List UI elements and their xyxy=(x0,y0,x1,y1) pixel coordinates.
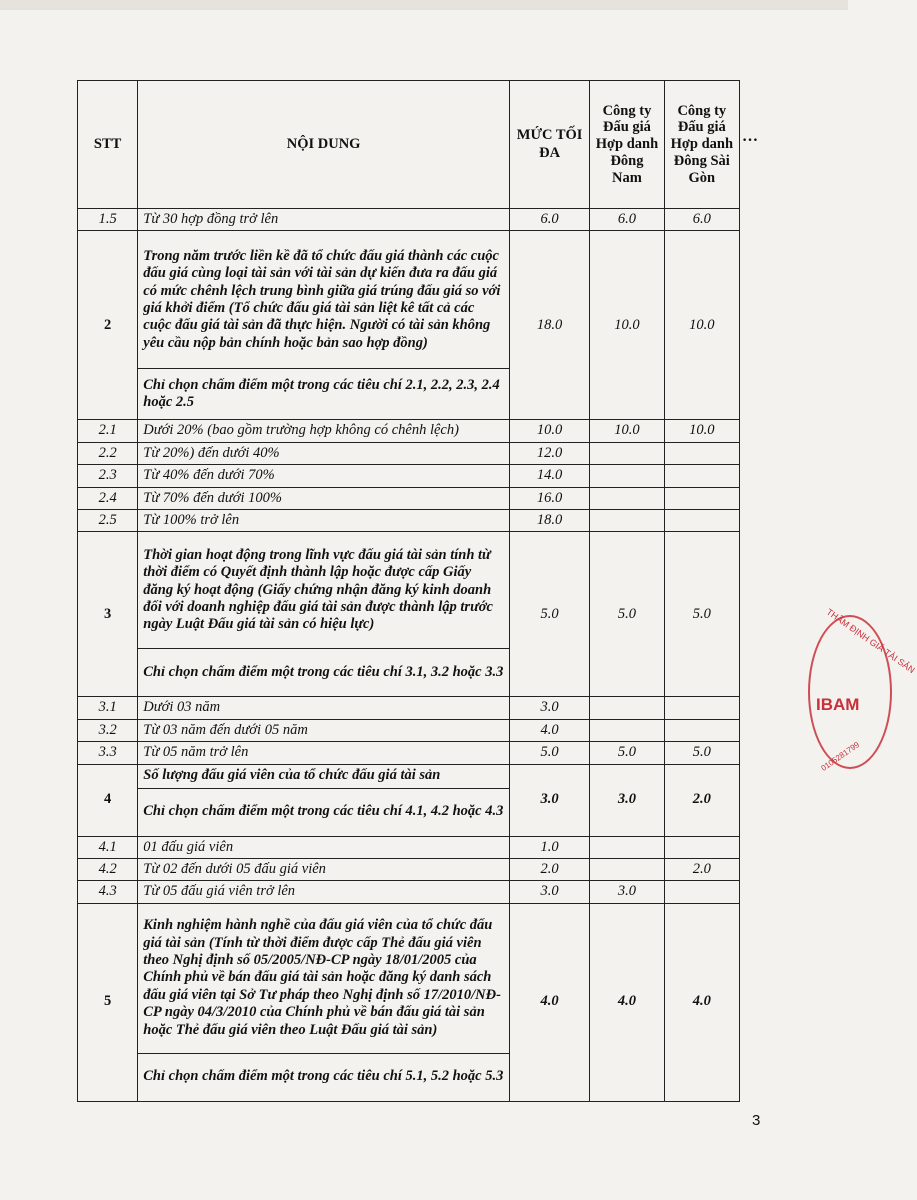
row-score-company1 xyxy=(590,858,664,880)
row-score-company1 xyxy=(590,487,664,509)
row-selection-note: Chỉ chọn chấm điểm một trong các tiêu chí 5.1, 5.2 hoặc 5.3 xyxy=(138,1053,510,1101)
header-company-dong-nam: Công ty Đấu giá Hợp danh Đông Nam xyxy=(590,81,664,209)
row-score-company1: 10.0 xyxy=(590,420,664,442)
row-score-company1 xyxy=(590,442,664,464)
row-max: 18.0 xyxy=(509,231,589,420)
row-content: Trong năm trước liền kề đã tổ chức đấu giá thành các cuộc đấu giá cùng loại tài sản với tài sản dự kiến đưa ra đấu giá có mức chênh lệch trung bình giữa giá trúng đấu giá so với giá khởi điểm (Tổ chức đấu giá tài sản liệt kê tất cả các cuộc đấu giá tài sản đã thực hiện. Người có tài sản không yêu cầu nộp bản chính hoặc bản sao hợp đồng) xyxy=(138,231,510,369)
row-stt: 1.5 xyxy=(78,209,138,231)
row-max: 5.0 xyxy=(509,742,589,764)
row-stt: 2.5 xyxy=(78,509,138,531)
row-score-company2 xyxy=(664,509,739,531)
row-content: Thời gian hoạt động trong lĩnh vực đấu giá tài sản tính từ thời điểm có Quyết định thành lập hoặc được cấp Giấy đăng ký hoạt động (Giấy chứng nhận đăng ký kinh doanh đối với doanh nghiệp đấu giá tài sản được thành lập trước ngày Luật Đấu giá tài sản có hiệu lực) xyxy=(138,532,510,649)
row-max: 14.0 xyxy=(509,465,589,487)
row-score-company1 xyxy=(590,719,664,741)
row-max: 12.0 xyxy=(509,442,589,464)
row-score-company1: 3.0 xyxy=(590,764,664,836)
row-stt: 3.2 xyxy=(78,719,138,741)
row-content: Số lượng đấu giá viên của tổ chức đấu giá tài sản xyxy=(138,764,510,788)
row-content: Từ 100% trở lên xyxy=(138,509,510,531)
row-stt: 4 xyxy=(78,764,138,836)
row-score-company2: 2.0 xyxy=(664,764,739,836)
row-score-company1: 4.0 xyxy=(590,903,664,1101)
row-score-company1: 10.0 xyxy=(590,231,664,420)
table-row xyxy=(78,442,740,464)
row-max: 5.0 xyxy=(509,532,589,697)
row-score-company1 xyxy=(590,465,664,487)
row-selection-note: Chỉ chọn chấm điểm một trong các tiêu chí 2.1, 2.2, 2.3, 2.4 hoặc 2.5 xyxy=(138,369,510,420)
row-score-company2: 10.0 xyxy=(664,420,739,442)
row-content: Dưới 03 năm xyxy=(138,697,510,719)
row-content: Từ 30 hợp đồng trở lên xyxy=(138,209,510,231)
row-score-company2 xyxy=(664,487,739,509)
row-max: 3.0 xyxy=(509,697,589,719)
seal-mid-text: IBAM xyxy=(816,695,860,714)
table-row xyxy=(78,209,740,231)
seal-bottom-text: 0105281799 xyxy=(819,740,862,773)
table-row xyxy=(78,764,740,788)
table-row xyxy=(78,487,740,509)
row-score-company2: 6.0 xyxy=(664,209,739,231)
row-score-company2 xyxy=(664,465,739,487)
row-stt: 2.1 xyxy=(78,420,138,442)
row-stt: 4.2 xyxy=(78,858,138,880)
table-row xyxy=(78,881,740,903)
row-score-company1: 3.0 xyxy=(590,881,664,903)
row-content: Từ 70% đến dưới 100% xyxy=(138,487,510,509)
row-max: 4.0 xyxy=(509,903,589,1101)
row-stt: 4.1 xyxy=(78,836,138,858)
table-row xyxy=(78,742,740,764)
table-row xyxy=(78,858,740,880)
header-max: MỨC TỐI ĐA xyxy=(509,81,589,209)
table-row xyxy=(78,532,740,649)
row-score-company1 xyxy=(590,697,664,719)
page-number: 3 xyxy=(752,1112,761,1129)
row-score-company1: 5.0 xyxy=(590,742,664,764)
header-content: NỘI DUNG xyxy=(138,81,510,209)
row-stt: 3.3 xyxy=(78,742,138,764)
row-stt: 2.3 xyxy=(78,465,138,487)
row-max: 6.0 xyxy=(509,209,589,231)
row-content: Dưới 20% (bao gồm trường hợp không có chênh lệch) xyxy=(138,420,510,442)
table-row xyxy=(78,697,740,719)
row-score-company1: 5.0 xyxy=(590,532,664,697)
row-content: Từ 20%) đến dưới 40% xyxy=(138,442,510,464)
row-selection-note: Chỉ chọn chấm điểm một trong các tiêu chí 4.1, 4.2 hoặc 4.3 xyxy=(138,788,510,836)
row-max: 10.0 xyxy=(509,420,589,442)
row-max: 2.0 xyxy=(509,858,589,880)
row-max: 4.0 xyxy=(509,719,589,741)
row-score-company2: 5.0 xyxy=(664,532,739,697)
row-content: Từ 05 năm trở lên xyxy=(138,742,510,764)
header-company-dong-sai-gon: Công ty Đấu giá Hợp danh Đông Sài Gòn xyxy=(664,81,739,209)
row-content: Kinh nghiệm hành nghề của đấu giá viên của tổ chức đấu giá tài sản (Tính từ thời điểm được cấp Thẻ đấu giá viên theo Nghị định số 05/2005/NĐ-CP ngày 18/01/2005 của Chính phủ về bán đấu giá tài sản hoặc đăng ký danh sách đấu giá viên tại Sở Tư pháp theo Nghị định số 17/2010/NĐ-CP ngày 04/3/2010 của Chính phủ về bán đấu giá tài sản hoặc Thẻ đấu giá viên theo Luật Đấu giá tài sản) xyxy=(138,903,510,1053)
row-score-company1 xyxy=(590,509,664,531)
table-header-row xyxy=(78,81,740,209)
row-max: 1.0 xyxy=(509,836,589,858)
row-content: Từ 02 đến dưới 05 đấu giá viên xyxy=(138,858,510,880)
row-stt: 3.1 xyxy=(78,697,138,719)
table-row xyxy=(78,903,740,1053)
more-columns-marker: … xyxy=(742,128,758,145)
row-score-company2 xyxy=(664,442,739,464)
row-score-company2 xyxy=(664,697,739,719)
row-max: 3.0 xyxy=(509,764,589,836)
row-max: 18.0 xyxy=(509,509,589,531)
table-row xyxy=(78,836,740,858)
row-score-company1: 6.0 xyxy=(590,209,664,231)
row-selection-note: Chỉ chọn chấm điểm một trong các tiêu chí 3.1, 3.2 hoặc 3.3 xyxy=(138,649,510,697)
row-content: Từ 40% đến dưới 70% xyxy=(138,465,510,487)
row-score-company2: 4.0 xyxy=(664,903,739,1101)
row-stt: 2 xyxy=(78,231,138,420)
seal-top-text: THẨM ĐỊNH GIÁ TÀI SẢN xyxy=(824,606,917,676)
row-score-company1 xyxy=(590,836,664,858)
table-row xyxy=(78,509,740,531)
row-score-company2 xyxy=(664,719,739,741)
row-content: Từ 03 năm đến dưới 05 năm xyxy=(138,719,510,741)
row-max: 16.0 xyxy=(509,487,589,509)
row-score-company2: 2.0 xyxy=(664,858,739,880)
row-score-company2 xyxy=(664,836,739,858)
row-stt: 4.3 xyxy=(78,881,138,903)
row-score-company2 xyxy=(664,881,739,903)
page-top-edge xyxy=(0,0,848,10)
table-row xyxy=(78,420,740,442)
header-stt: STT xyxy=(78,81,138,209)
row-stt: 2.4 xyxy=(78,487,138,509)
row-score-company2: 10.0 xyxy=(664,231,739,420)
row-stt: 2.2 xyxy=(78,442,138,464)
row-stt: 5 xyxy=(78,903,138,1101)
row-score-company2: 5.0 xyxy=(664,742,739,764)
row-max: 3.0 xyxy=(509,881,589,903)
table-row xyxy=(78,465,740,487)
table-row xyxy=(78,719,740,741)
row-content: 01 đấu giá viên xyxy=(138,836,510,858)
table-row xyxy=(78,231,740,369)
row-content: Từ 05 đấu giá viên trở lên xyxy=(138,881,510,903)
evaluation-table xyxy=(77,80,740,1102)
row-stt: 3 xyxy=(78,532,138,697)
